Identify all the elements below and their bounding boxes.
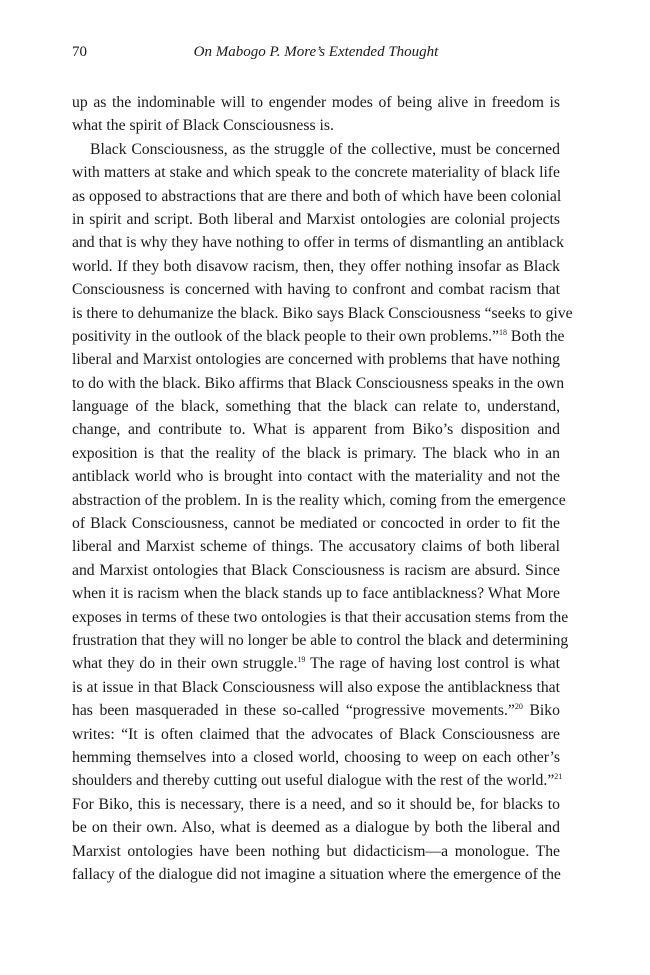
text-line: [72, 723, 560, 746]
line-text: is at issue in that Black Consciousness will also expose the antiblackness that: [72, 678, 560, 696]
text-line: [72, 629, 569, 652]
text-line: [72, 512, 560, 535]
line-text: what they do in their own struggle.: [72, 655, 298, 673]
text-line: [72, 372, 565, 395]
text-line: [72, 489, 566, 512]
text-line: [72, 559, 560, 582]
line-text: writes: “It is often claimed that the advocates of Black Consciousness are: [72, 725, 560, 743]
line-text: fallacy of the dialogue did not imagine a situation where the emergence of the: [72, 865, 561, 883]
text-line: [72, 91, 560, 114]
line-text: positivity in the outlook of the black people to their own problems.”: [72, 327, 499, 345]
line-text: world. If they both disavow racism, then, they offer nothing insofar as Black: [72, 257, 560, 275]
text-line: [72, 442, 560, 465]
text-line: [72, 302, 573, 325]
text-line: [72, 769, 563, 792]
text-line: [72, 325, 565, 348]
line-text: to do with the black. Biko affirms that Black Consciousness speaks in the own: [72, 374, 565, 392]
text-line: [72, 208, 560, 231]
text-line: [72, 840, 560, 863]
line-text: shoulders and thereby cutting out useful dialogue with the rest of the world.”: [72, 772, 555, 790]
line-text-continued: Both the: [506, 327, 565, 345]
body-text: [72, 91, 573, 886]
text-line: [72, 793, 560, 816]
text-line: [72, 582, 560, 605]
line-text: Consciousness is concerned with having to confront and combat racism that: [72, 281, 560, 299]
paragraph: [72, 138, 573, 887]
line-text: exposition is that the reality of the black is primary. The black who in an: [72, 444, 560, 462]
text-line: [72, 138, 560, 161]
line-text: antiblack world who is brought into contact with the materiality and not the: [72, 468, 560, 486]
text-line: [72, 255, 560, 278]
page-number: 70: [72, 44, 87, 60]
text-line: [72, 535, 560, 558]
text-line: [72, 161, 560, 184]
line-text: hemming themselves into a closed world, choosing to weep on each other’s: [72, 748, 560, 766]
line-text-continued: The rage of having lost control is what: [305, 655, 560, 673]
line-text: has been masqueraded in these so-called “progressive movements.”: [72, 702, 515, 720]
line-text: exposes in terms of these two ontologies is that their accusation stems from the: [72, 608, 569, 626]
line-text: with matters at stake and which speak to the concrete materiality of black life: [72, 164, 560, 182]
text-line: [72, 418, 560, 441]
line-text: frustration that they will no longer be able to control the black and determining: [72, 631, 569, 649]
text-line: [72, 465, 560, 488]
line-text: language of the black, something that the black can relate to, understand,: [72, 398, 560, 416]
text-line: [72, 676, 560, 699]
running-title: On Mabogo P. More’s Extended Thought: [193, 44, 439, 60]
line-text: up as the indominable will to engender modes of being alive in freedom is: [72, 94, 560, 111]
line-text: For Biko, this is necessary, there is a need, and so it should be, for blacks to: [72, 795, 560, 813]
text-line: [72, 348, 560, 371]
paragraph: [72, 91, 560, 138]
line-text: change, and contribute to. What is apparent from Biko’s disposition and: [72, 421, 560, 439]
line-text: and Marxist ontologies that Black Consciousness is racism are absurd. Since: [72, 561, 560, 579]
text-line: [72, 278, 560, 301]
line-text: when it is racism when the black stands up to face antiblackness? What More: [72, 585, 560, 603]
line-text: liberal and Marxist ontologies are concerned with problems that have nothing: [72, 351, 560, 369]
line-text: is there to dehumanize the black. Biko says Black Consciousness “seeks to give: [72, 304, 573, 322]
footnote-marker[interactable]: 19: [297, 655, 306, 665]
footnote-marker[interactable]: 20: [514, 702, 523, 712]
text-line: [72, 863, 560, 886]
line-text: abstraction of the problem. In is the reality which, coming from the emergence: [72, 491, 566, 509]
line-text: in spirit and script. Both liberal and Marxist ontologies are colonial projects: [72, 210, 560, 228]
footnote-marker[interactable]: 21: [554, 772, 563, 782]
running-head: [72, 44, 560, 66]
line-text: liberal and Marxist scheme of things. The accusatory claims of both liberal: [72, 538, 560, 556]
line-text: Black Consciousness, as the struggle of the collective, must be concerned: [90, 140, 560, 158]
text-line: [72, 816, 560, 839]
footnote-marker[interactable]: 18: [498, 327, 507, 337]
line-text: of Black Consciousness, cannot be mediated or concocted in order to fit the: [72, 515, 560, 533]
text-line: [72, 395, 560, 418]
line-text: what the spirit of Black Consciousness is.: [72, 117, 334, 135]
text-line: [72, 699, 560, 722]
text-line: [72, 652, 560, 675]
line-text: as opposed to abstractions that are there and both of which have been colonial: [72, 187, 562, 205]
text-line: [72, 606, 569, 629]
line-text-continued: Biko: [522, 702, 560, 720]
text-line: [72, 231, 565, 254]
line-text: Marxist ontologies have been nothing but didacticism—a monologue. The: [72, 842, 560, 860]
text-line: [72, 746, 560, 769]
line-text: be on their own. Also, what is deemed as a dialogue by both the liberal and: [72, 819, 560, 837]
line-text: and that is why they have nothing to offer in terms of dismantling an antiblack: [72, 234, 565, 252]
text-line: [72, 114, 560, 137]
text-line: [72, 185, 560, 208]
